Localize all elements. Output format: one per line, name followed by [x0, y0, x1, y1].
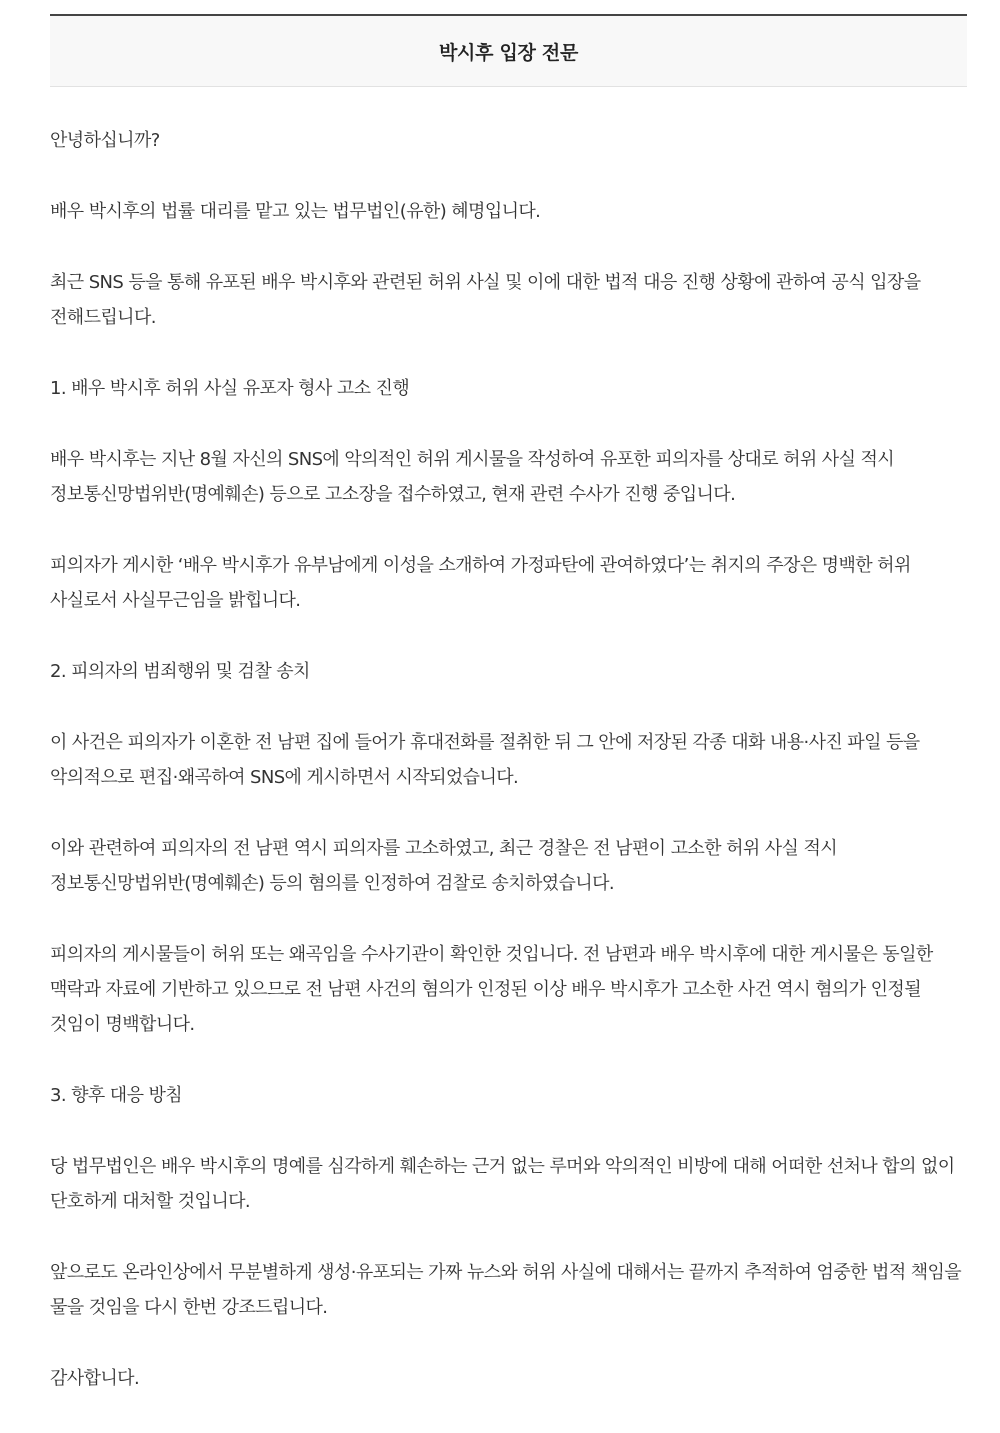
section-heading-2: 2. 피의자의 범죄행위 및 검찰 송치 [50, 661, 310, 682]
greeting-paragraph: 안녕하십니까? [50, 130, 160, 151]
purpose-paragraph: 최근 SNS 등을 통해 유포된 배우 박시후와 관련된 허위 사실 및 이에 대한 법적 대응 진행 상황에 관하여 공식 입장을 전해드립니다. [50, 272, 921, 328]
section-heading-3: 3. 향후 대응 방침 [50, 1085, 183, 1106]
statement-document [50, 14, 967, 1432]
section-3-paragraph-2: 앞으로도 온라인상에서 무분별하게 생성·유포되는 가짜 뉴스와 허위 사실에 대해서는 끝까지 추적하여 엄중한 법적 책임을 물을 것임을 다시 한번 강조드립니다. [50, 1262, 962, 1318]
section-1-paragraph-1: 배우 박시후는 지난 8월 자신의 SNS에 악의적인 허위 게시물을 작성하여 유포한 피의자를 상대로 허위 사실 적시 정보통신망법위반(명예훼손) 등으로 고소장을 접수하였고, 현재 관련 수사가 진행 중입니다. [50, 449, 895, 505]
document-title: 박시후 입장 전문 [438, 41, 578, 64]
statement-body [50, 87, 967, 1396]
section-3-paragraph-1: 당 법무법인은 배우 박시후의 명예를 심각하게 훼손하는 근거 없는 루머와 악의적인 비방에 대해 어떠한 선처나 합의 없이 단호하게 대처할 것입니다. [50, 1156, 955, 1212]
title-bar [50, 14, 967, 87]
section-1-paragraph-2: 피의자가 게시한 ‘배우 박시후가 유부남에게 이성을 소개하여 가정파탄에 관여하였다’는 취지의 주장은 명백한 허위 사실로서 사실무근임을 밝힙니다. [50, 555, 911, 611]
section-2-paragraph-1: 이 사건은 피의자가 이혼한 전 남편 집에 들어가 휴대전화를 절취한 뒤 그 안에 저장된 각종 대화 내용·사진 파일 등을 악의적으로 편집·왜곡하여 SNS에 게시하면서 시작되었습니다. [50, 732, 920, 788]
section-2-paragraph-3: 피의자의 게시물들이 허위 또는 왜곡임을 수사기관이 확인한 것입니다. 전 남편과 배우 박시후에 대한 게시물은 동일한 맥락과 자료에 기반하고 있으므로 전 남편 사건의 혐의가 인정된 이상 배우 박시후가 고소한 사건 역시 혐의가 인정될 것임이 명백합니다. [50, 944, 933, 1035]
closing-paragraph: 감사합니다. [50, 1368, 140, 1389]
section-heading-1: 1. 배우 박시후 허위 사실 유포자 형사 고소 진행 [50, 378, 410, 399]
intro-paragraph: 배우 박시후의 법률 대리를 맡고 있는 법무법인(유한) 혜명입니다. [50, 201, 541, 222]
section-2-paragraph-2: 이와 관련하여 피의자의 전 남편 역시 피의자를 고소하였고, 최근 경찰은 전 남편이 고소한 허위 사실 적시 정보통신망법위반(명예훼손) 등의 혐의를 인정하여 검찰로 송치하였습니다. [50, 838, 838, 894]
